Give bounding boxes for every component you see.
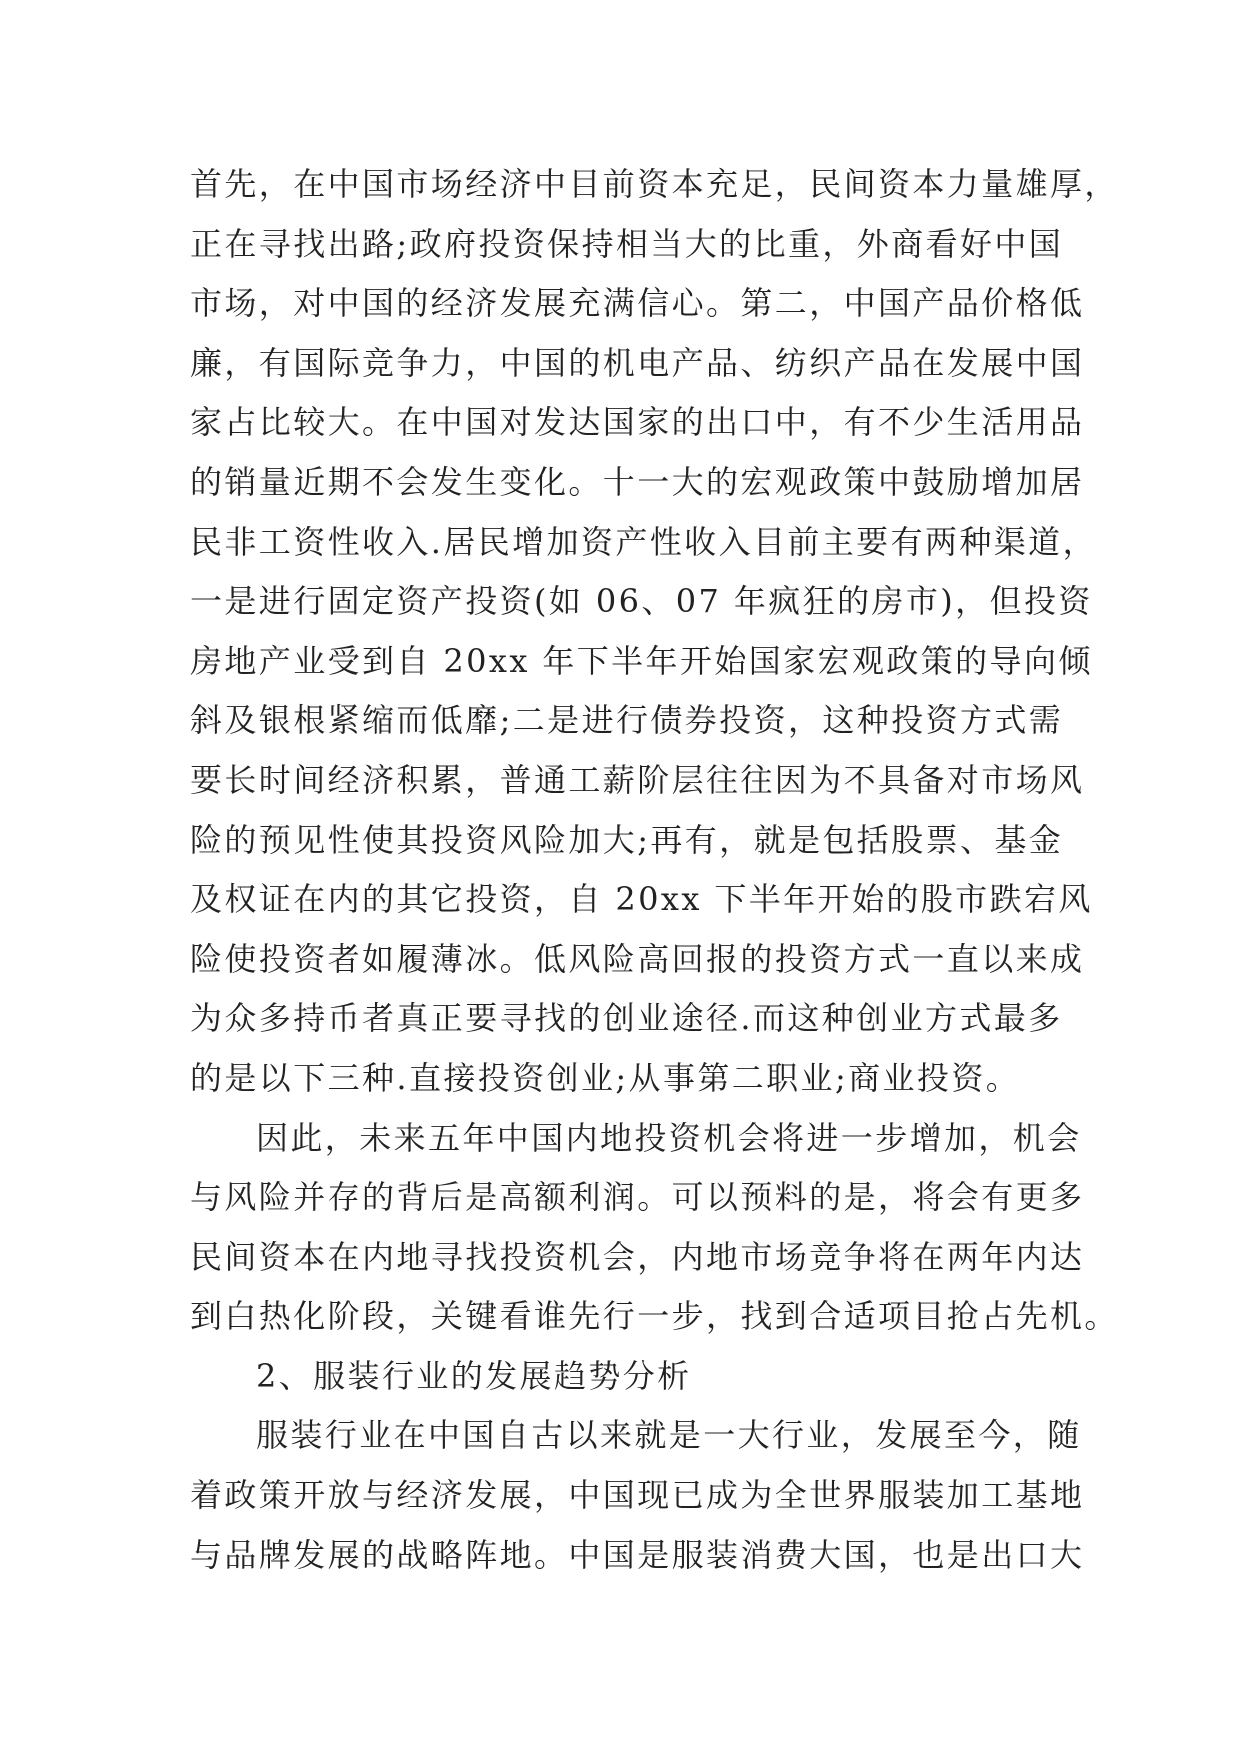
paragraph-line: 到白热化阶段，关键看谁先行一步，找到合适项目抢占先机。 xyxy=(190,1297,1119,1336)
section-heading: 2、服装行业的发展趋势分析 xyxy=(256,1356,692,1395)
paragraph-line: 要长时间经济积累，普通工薪阶层往往因为不具备对市场风 xyxy=(190,760,1085,799)
paragraph-line: 斜及银根紧缩而低靡;二是进行债券投资，这种投资方式需 xyxy=(190,701,1064,740)
paragraph-line: 的销量近期不会发生变化。十一大的宏观政策中鼓励增加居 xyxy=(190,462,1085,501)
paragraph-line: 险的预见性使其投资风险加大;再有，就是包括股票、基金 xyxy=(190,820,1064,859)
paragraph-line: 险使投资者如履薄冰。低风险高回报的投资方式一直以来成 xyxy=(190,939,1085,978)
paragraph-line: 与品牌发展的战略阵地。中国是服装消费大国，也是出口大 xyxy=(190,1535,1085,1574)
paragraph-line: 及权证在内的其它投资，自 20xx 下半年开始的股市跌宕风 xyxy=(190,880,1093,919)
paragraph-line: 着政策开放与经济发展，中国现已成为全世界服装加工基地 xyxy=(190,1476,1085,1515)
paragraph-line: 服装行业在中国自古以来就是一大行业，发展至今，随 xyxy=(256,1416,1082,1455)
paragraph-line: 廉，有国际竞争力，中国的机电产品、纺织产品在发展中国 xyxy=(190,343,1085,382)
body-text xyxy=(190,155,1119,1585)
paragraph-line: 房地产业受到自 20xx 年下半年开始国家宏观政策的导向倾 xyxy=(190,641,1093,680)
paragraph-line: 因此，未来五年中国内地投资机会将进一步增加，机会 xyxy=(256,1118,1082,1157)
paragraph-line: 首先，在中国市场经济中目前资本充足，民间资本力量雄厚， xyxy=(190,165,1119,203)
paragraph-line: 民非工资性收入.居民增加资产性收入目前主要有两种渠道， xyxy=(190,522,1097,561)
paragraph-line: 一是进行固定资产投资(如 06、07 年疯狂的房市)，但投资 xyxy=(190,582,1093,621)
paragraph-line: 家占比较大。在中国对发达国家的出口中，有不少生活用品 xyxy=(190,403,1085,442)
paragraph-line: 民间资本在内地寻找投资机会，内地市场竞争将在两年内达 xyxy=(190,1237,1085,1276)
paragraph-line: 与风险并存的背后是高额利润。可以预料的是，将会有更多 xyxy=(190,1178,1085,1217)
paragraph-line: 为众多持币者真正要寻找的创业途径.而这种创业方式最多 xyxy=(190,999,1063,1038)
paragraph-line: 市场，对中国的经济发展充满信心。第二，中国产品价格低 xyxy=(190,284,1085,323)
paragraph-line: 正在寻找出路;政府投资保持相当大的比重，外商看好中国 xyxy=(190,224,1064,263)
paragraph-line: 的是以下三种.直接投资创业;从事第二职业;商业投资。 xyxy=(190,1058,1021,1097)
